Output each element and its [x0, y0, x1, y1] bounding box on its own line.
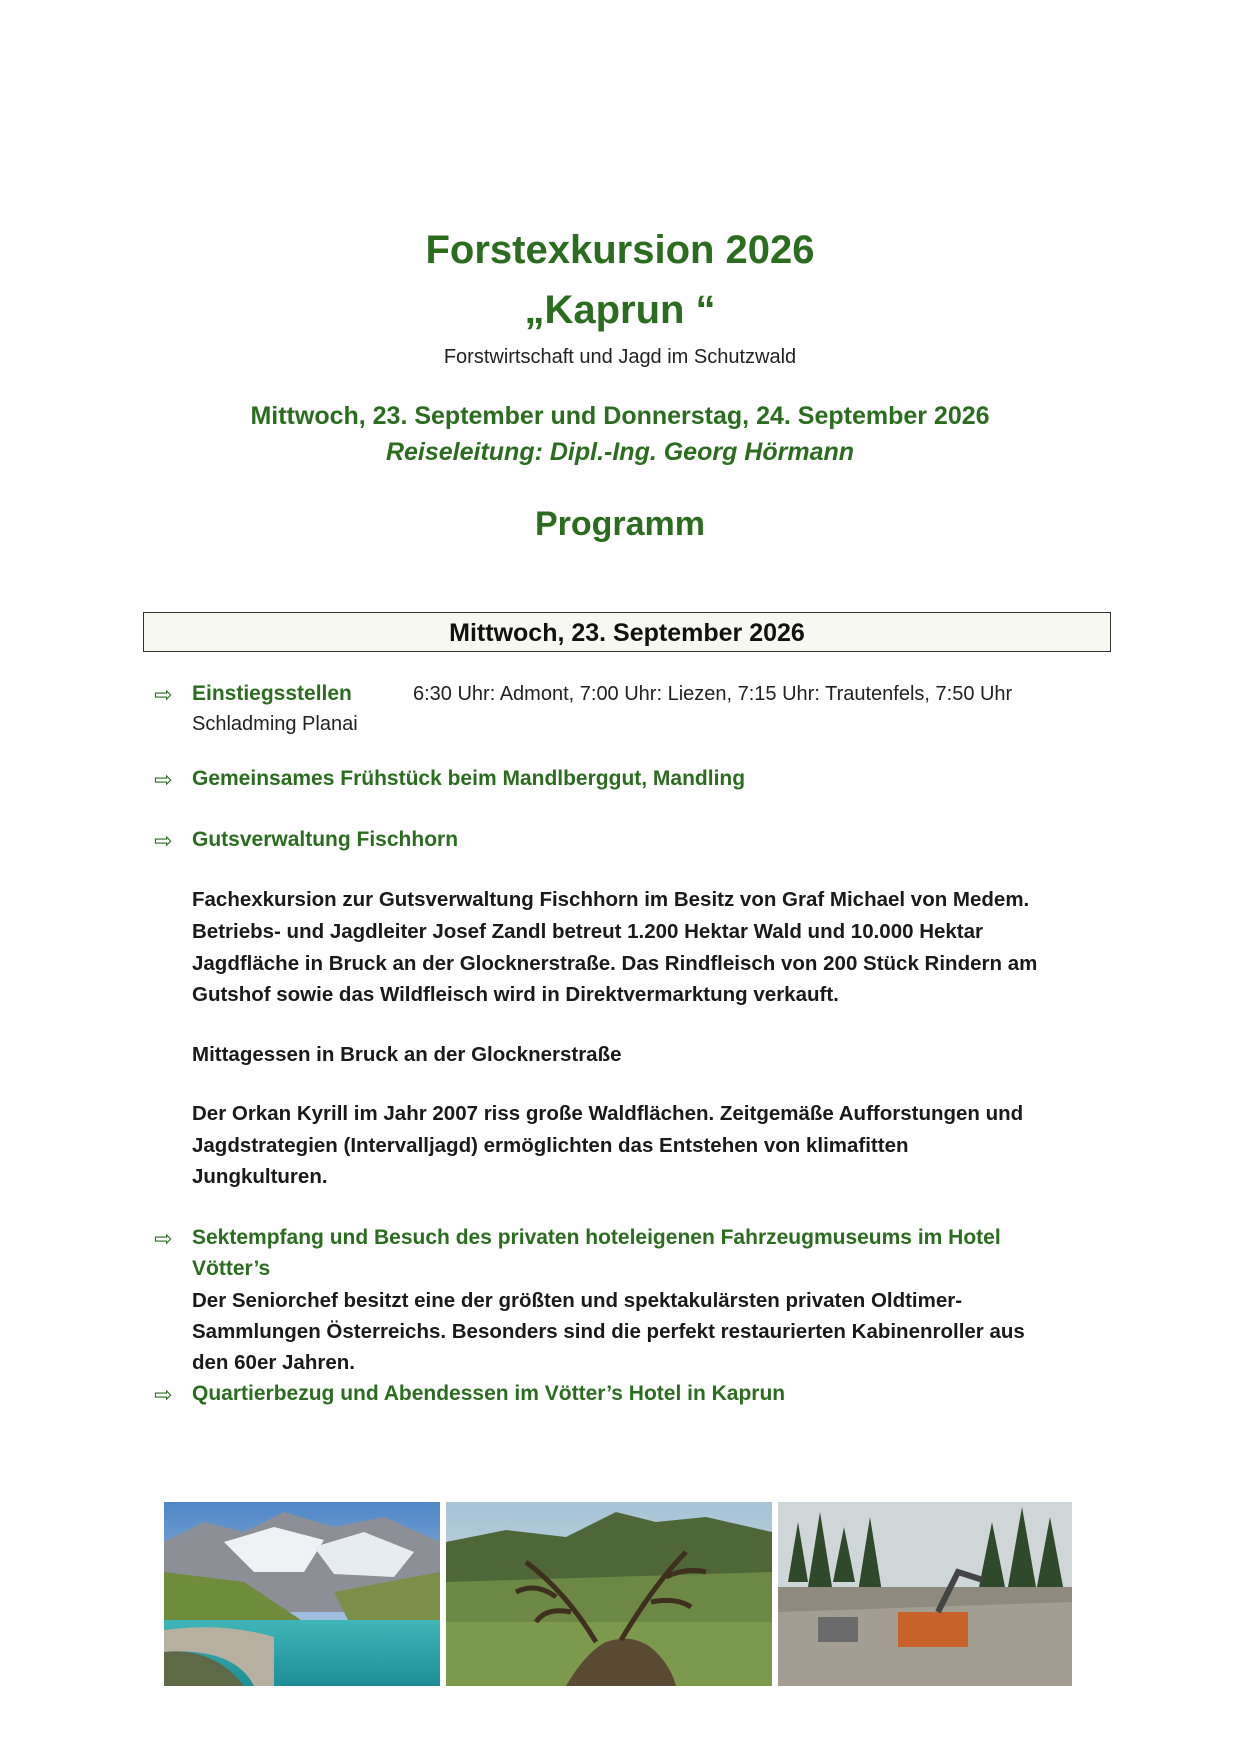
museum-title-line: Sektempfang und Besuch des privaten hoteleigenen Fahrzeugmuseums im Hotel [192, 1226, 1001, 1249]
lunch-text: Mittagessen in Bruck an der Glocknerstraße [192, 1043, 622, 1066]
reservoir-photo [164, 1502, 440, 1686]
tour-leader: Reiseleitung: Dipl.-Ing. Georg Hörmann [385, 438, 855, 466]
document-title: Forstexkursion 2026 [425, 228, 815, 272]
forestry-excavation-photo [778, 1502, 1072, 1686]
storm-text-line: Der Orkan Kyrill im Jahr 2007 riss große Waldflächen. Zeitgemäße Aufforstungen und [192, 1102, 1024, 1125]
excursion-name: „Kaprun “ [524, 288, 716, 332]
program-heading: Programm [534, 505, 706, 543]
arrow-right-icon: ⇨ [154, 828, 173, 853]
museum-title-line: Vötter’s [192, 1257, 271, 1280]
excursion-dates: Mittwoch, 23. September und Donnerstag, 24. September 2026 [250, 402, 990, 430]
storm-text-line: Jagdstrategien (Intervalljagd) ermöglichten das Entstehen von klimafitten [192, 1134, 909, 1157]
lodging-item: Quartierbezug und Abendessen im Vötter’s Hotel in Kaprun [192, 1382, 786, 1405]
entry-times: 6:30 Uhr: Admont, 7:00 Uhr: Liezen, 7:15 Uhr: Trautenfels, 7:50 Uhr [413, 683, 1013, 705]
breakfast-item: Gemeinsames Frühstück beim Mandlberggut, Mandling [192, 767, 746, 790]
museum-text-line: den 60er Jahren. [192, 1351, 355, 1374]
arrow-right-icon: ⇨ [154, 767, 173, 792]
arrow-right-icon: ⇨ [154, 1382, 173, 1407]
storm-text-line: Jungkulturen. [192, 1165, 328, 1188]
estate-text-line: Betriebs- und Jagdleiter Josef Zandl betreut 1.200 Hektar Wald und 10.000 Hektar [192, 920, 984, 943]
estate-text-line: Jagdfläche in Bruck an der Glocknerstraße. Das Rindfleisch von 200 Stück Rindern am [192, 952, 1038, 975]
deer-antlers-photo [446, 1502, 772, 1686]
arrow-right-icon: ⇨ [154, 1226, 173, 1251]
excursion-theme: Forstwirtschaft und Jagd im Schutzwald [443, 346, 797, 368]
estate-title: Gutsverwaltung Fischhorn [192, 828, 459, 851]
entry-times-continued: Schladming Planai [192, 713, 358, 735]
museum-text-line: Der Seniorchef besitzt eine der größten und spektakulärsten privaten Oldtimer- [192, 1289, 963, 1312]
estate-text-line: Gutshof sowie das Wildfleisch wird in Direktvermarktung verkauft. [192, 983, 839, 1006]
estate-text-line: Fachexkursion zur Gutsverwaltung Fischhorn im Besitz von Graf Michael von Medem. [192, 888, 1030, 911]
entry-points-title: Einstiegsstellen [192, 682, 352, 705]
arrow-right-icon: ⇨ [154, 682, 173, 707]
day-header-box: Mittwoch, 23. September 2026 [143, 612, 1111, 652]
museum-text-line: Sammlungen Österreichs. Besonders sind die perfekt restaurierten Kabinenroller aus [192, 1320, 1025, 1343]
